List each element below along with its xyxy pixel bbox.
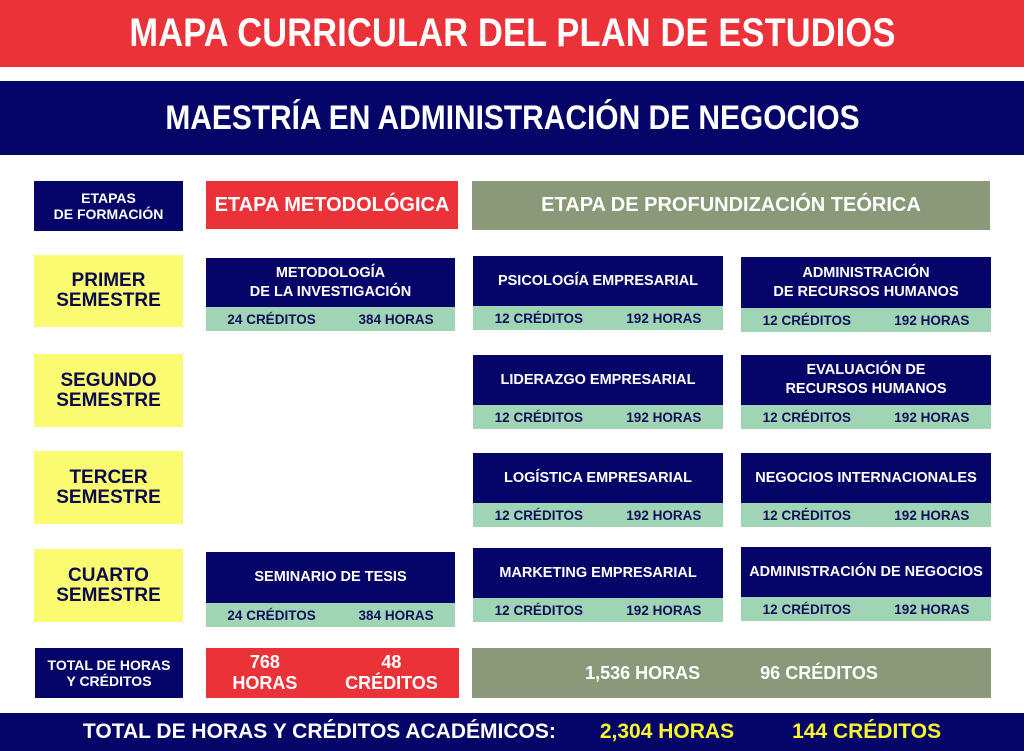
- course-meta: [473, 306, 723, 330]
- course-name-line1: EVALUACIÓN DE: [806, 362, 926, 378]
- course-name-line2: DE LA INVESTIGACIÓN: [249, 283, 412, 300]
- semester-2: [34, 354, 183, 427]
- course-name: [741, 257, 991, 308]
- course-meta: [741, 597, 991, 621]
- course-hours: 192 HORAS: [626, 409, 702, 425]
- course-name-line1: ADMINISTRACIÓN DE NEGOCIOS: [749, 563, 983, 580]
- stages-label-line2: DE FORMACIÓN: [53, 206, 164, 222]
- semester-4: [34, 549, 183, 622]
- methodological-credits: 48 CRÉDITOS: [345, 652, 438, 693]
- course-credits: 12 CRÉDITOS: [494, 409, 583, 425]
- stage-theoretical: [472, 181, 990, 230]
- course-admin-negocios: [741, 547, 991, 621]
- course-name-line1: SEMINARIO DE TESIS: [254, 569, 407, 585]
- totals-label-line2: Y CRÉDITOS: [66, 673, 152, 689]
- course-seminario: [206, 552, 455, 627]
- course-hours: 192 HORAS: [894, 601, 970, 617]
- course-name: [741, 355, 991, 405]
- course-meta: [206, 603, 455, 627]
- totals-label-line1: TOTAL DE HORAS: [47, 657, 171, 673]
- course-meta: [741, 503, 991, 527]
- course-name: [741, 547, 991, 597]
- footer-bar: [0, 713, 1024, 751]
- theoretical-totals: [472, 648, 991, 698]
- methodological-totals: [206, 648, 459, 698]
- theoretical-credits: 96 CRÉDITOS: [760, 662, 878, 683]
- title-bar: [0, 0, 1024, 67]
- course-name-line1: LOGÍSTICA EMPRESARIAL: [504, 469, 692, 486]
- course-meta: [206, 307, 455, 331]
- course-name-line1: ADMINISTRACIÓN: [802, 264, 930, 281]
- subtitle-bar: [0, 81, 1024, 155]
- course-hours: 192 HORAS: [626, 602, 702, 618]
- semester-1: [34, 255, 183, 327]
- methodological-hours: 768 HORAS: [232, 652, 298, 693]
- course-meta: [741, 308, 991, 332]
- stage-methodological: [206, 181, 458, 229]
- course-hours: 384 HORAS: [358, 311, 434, 327]
- course-hours: 192 HORAS: [894, 409, 970, 425]
- semester-4-line1: CUARTO: [68, 564, 149, 586]
- course-credits: 24 CRÉDITOS: [227, 607, 316, 623]
- semester-2-line1: SEGUNDO: [60, 369, 157, 391]
- page-title: MAPA CURRICULAR DEL PLAN DE ESTUDIOS: [128, 11, 896, 55]
- semester-3-line2: SEMESTRE: [56, 486, 161, 508]
- program-title: MAESTRÍA EN ADMINISTRACIÓN DE NEGOCIOS: [164, 98, 860, 137]
- course-negocios-internacionales: [741, 453, 991, 527]
- course-name-line1: LIDERAZGO EMPRESARIAL: [500, 371, 696, 388]
- course-metodologia: [206, 258, 455, 331]
- course-name: [473, 453, 723, 503]
- theoretical-hours: 1,536 HORAS: [585, 662, 701, 683]
- course-meta: [473, 598, 723, 622]
- stage-theoretical-label: ETAPA DE PROFUNDIZACIÓN TEÓRICA: [541, 194, 921, 216]
- course-credits: 12 CRÉDITOS: [494, 507, 583, 523]
- semester-3-line1: TERCER: [69, 466, 148, 488]
- course-credits: 12 CRÉDITOS: [494, 310, 583, 326]
- course-hours: 384 HORAS: [358, 607, 434, 623]
- footer-label: TOTAL DE HORAS Y CRÉDITOS ACADÉMICOS:: [82, 720, 556, 743]
- course-credits: 12 CRÉDITOS: [762, 601, 851, 617]
- course-hours: 192 HORAS: [894, 507, 970, 523]
- stage-methodological-label: ETAPA METODOLÓGICA: [214, 193, 450, 216]
- course-logistica: [473, 453, 723, 527]
- course-name-line2: DE RECURSOS HUMANOS: [773, 283, 959, 300]
- course-admin-rrhh: [741, 257, 991, 332]
- footer-total-credits: 144 CRÉDITOS: [792, 720, 942, 743]
- course-name: [206, 552, 455, 603]
- course-liderazgo: [473, 355, 723, 429]
- footer-total-hours: 2,304 HORAS: [599, 720, 735, 743]
- course-name-line1: MARKETING EMPRESARIAL: [499, 564, 697, 581]
- course-credits: 12 CRÉDITOS: [494, 602, 583, 618]
- semester-4-line2: SEMESTRE: [56, 584, 161, 606]
- course-name-line1: PSICOLOGÍA EMPRESARIAL: [497, 272, 699, 289]
- course-name-line1: NEGOCIOS INTERNACIONALES: [755, 469, 977, 486]
- course-credits: 24 CRÉDITOS: [227, 311, 316, 327]
- semester-2-line2: SEMESTRE: [56, 389, 161, 411]
- stages-label-line1: ETAPAS: [81, 190, 136, 206]
- course-hours: 192 HORAS: [626, 507, 702, 523]
- course-name: [741, 453, 991, 503]
- course-name: [473, 256, 723, 306]
- stages-label: [34, 181, 183, 231]
- totals-label: [35, 648, 183, 698]
- course-name-line1: METODOLOGÍA: [275, 264, 386, 281]
- course-meta: [473, 503, 723, 527]
- semester-3: [34, 451, 183, 524]
- course-psicologia: [473, 256, 723, 330]
- course-name: [473, 355, 723, 405]
- course-name: [473, 548, 723, 598]
- course-name: [206, 258, 455, 307]
- course-meta: [473, 405, 723, 429]
- course-hours: 192 HORAS: [626, 310, 702, 326]
- course-hours: 192 HORAS: [894, 312, 970, 328]
- course-credits: 12 CRÉDITOS: [762, 409, 851, 425]
- semester-1-line2: SEMESTRE: [56, 290, 161, 311]
- course-meta: [741, 405, 991, 429]
- course-name-line2: RECURSOS HUMANOS: [785, 381, 947, 397]
- course-marketing: [473, 548, 723, 622]
- course-credits: 12 CRÉDITOS: [762, 507, 851, 523]
- course-credits: 12 CRÉDITOS: [762, 312, 851, 328]
- semester-1-line1: PRIMER: [71, 270, 146, 291]
- course-evaluacion-rrhh: [741, 355, 991, 429]
